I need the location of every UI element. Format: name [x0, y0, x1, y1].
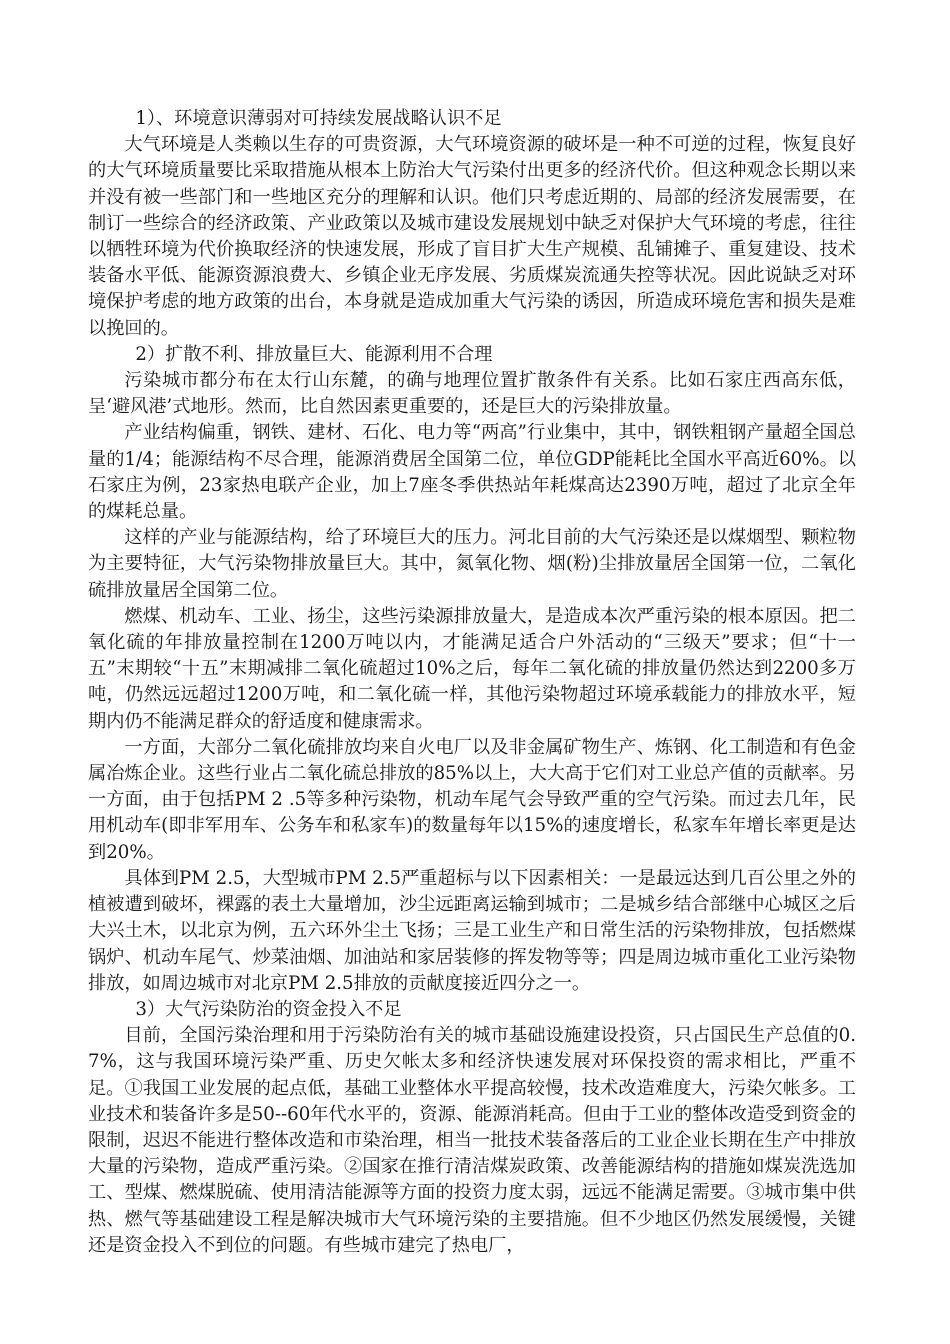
paragraph: 大气环境是人类赖以生存的可贵资源，大气环境资源的破坏是一种不可逆的过程，恢复良好的大气环境质量要比采取措施从根本上防治大气污染付出更多的经济代价。但这种观念长期以来并没有被一些部门和一些地区充分的理解和认识。他们只考虑近期的、局部的经济发展需要，在制订一些综合的经济政策、产业政策以及城市建设发展规划中缺乏对保护大气环境的考虑，往往以牺牲环境为代价换取经济的快速发展，形成了盲目扩大生产规模、乱铺摊子、重复建设、技术装备水平低、能源资源浪费大、乡镇企业无序发展、劣质煤炭流通失控等状况。因此说缺乏对环境保护考虑的地方政策的出台，本身就是造成加重大气污染的诱因，所造成环境危害和损失是难以挽回的。 [88, 134, 856, 339]
section-heading-2: 2）扩散不利、排放量巨大、能源利用不合理 [135, 343, 493, 365]
document-body [88, 106, 856, 1259]
paragraph: 这样的产业与能源结构，给了环境巨大的压力。河北目前的大气污染还是以煤烟型、颗粒物为主要特征，大气污染物排放量巨大。其中，氮氧化物、烟(粉)尘排放量居全国第一位，二氧化硫排放量居全国第二位。 [88, 527, 856, 601]
paragraph: 燃煤、机动车、工业、扬尘，这些污染源排放量大，是造成本次严重污染的根本原因。把二氧化硫的年排放量控制在1200万吨以内，才能满足适合户外活动的“三级天”要求；但“十一五”末期较“十五”末期减排二氧化硫超过10%之后，每年二氧化硫的排放量仍然达到2200多万吨，仍然远远超过1200万吨，和二氧化硫一样，其他污染物超过环境承载能力的排放水平，短期内仍不能满足群众的舒适度和健康需求。 [88, 605, 856, 732]
paragraph: 产业结构偏重，钢铁、建材、石化、电力等“两高”行业集中，其中，钢铁粗钢产量超全国总量的1/4；能源结构不尽合理，能源消费居全国第二位，单位GDP能耗比全国水平高近60%。以石家庄为例，23家热电联产企业，加上7座冬季供热站年耗煤高达2390万吨，超过了北京全年的煤耗总量。 [88, 422, 856, 523]
section-heading-1: 1）、环境意识薄弱对可持续发展战略认识不足 [135, 108, 502, 129]
paragraph: 一方面，大部分二氧化硫排放均来自火电厂以及非金属矿物生产、炼钢、化工制造和有色金属冶炼企业。这些行业占二氧化硫总排放的85%以上，大大高于它们对工业总产值的贡献率。另一方面，由于包括PM 2 .5等多种污染物，机动车尾气会导致严重的空气污染。而过去几年，民用机动车(即非军用车、公务车和私家车)的数量每年以15%的速度增长，私家车年增长率更是达到20%。 [88, 736, 856, 863]
paragraph: 目前，全国污染治理和用于污染防治有关的城市基础设施建设投资，只占国民生产总值的0.7%，这与我国环境污染严重、历史欠帐太多和经济快速发展对环保投资的需求相比，严重不足。①我国工业发展的起点低，基础工业整体水平提高较慢，技术改造难度大，污染欠帐多。工业技术和装备许多是50--60年代水平的，资源、能源消耗高。但由于工业的整体改造受到资金的限制，迟迟不能进行整体改造和市染治理，相当一批技术装备落后的工业企业长期在生产中排放大量的污染物，造成严重污染。②国家在推行清洁煤炭政策、改善能源结构的措施如煤炭洗选加工、型煤、燃煤脱硫、使用清洁能源等方面的投资力度太弱，远远不能满足需要。③城市集中供热、燃气等基础建设工程是解决城市大气环境污染的主要措施。但不少地区仍然发展缓慢，关键还是资金投入不到位的问题。有些城市建完了热电厂， [88, 1025, 856, 1256]
section-heading-3: 3）大气污染防治的资金投入不足 [135, 998, 402, 1020]
paragraph: 具体到PM 2.5，大型城市PM 2.5严重超标与以下因素相关：一是最远达到几百公里之外的植被遭到破坏，裸露的表土大量增加，沙尘远距离运输到城市；二是城乡结合部继中心城区之后大兴土木，以北京为例，五六环外尘土飞扬；三是工业生产和日常生活的污染物排放，包括燃煤锅炉、机动车尾气、炒菜油烟、加油站和家居装修的挥发物等等；四是周边城市重化工业污染物排放，如周边城市对北京PM 2.5排放的贡献度接近四分之一。 [88, 867, 856, 994]
paragraph: 污染城市都分布在太行山东麓，的确与地理位置扩散条件有关系。比如石家庄西高东低，呈‘避风港’式地形。然而，比自然因素更重要的，还是巨大的污染排放量。 [88, 370, 856, 418]
